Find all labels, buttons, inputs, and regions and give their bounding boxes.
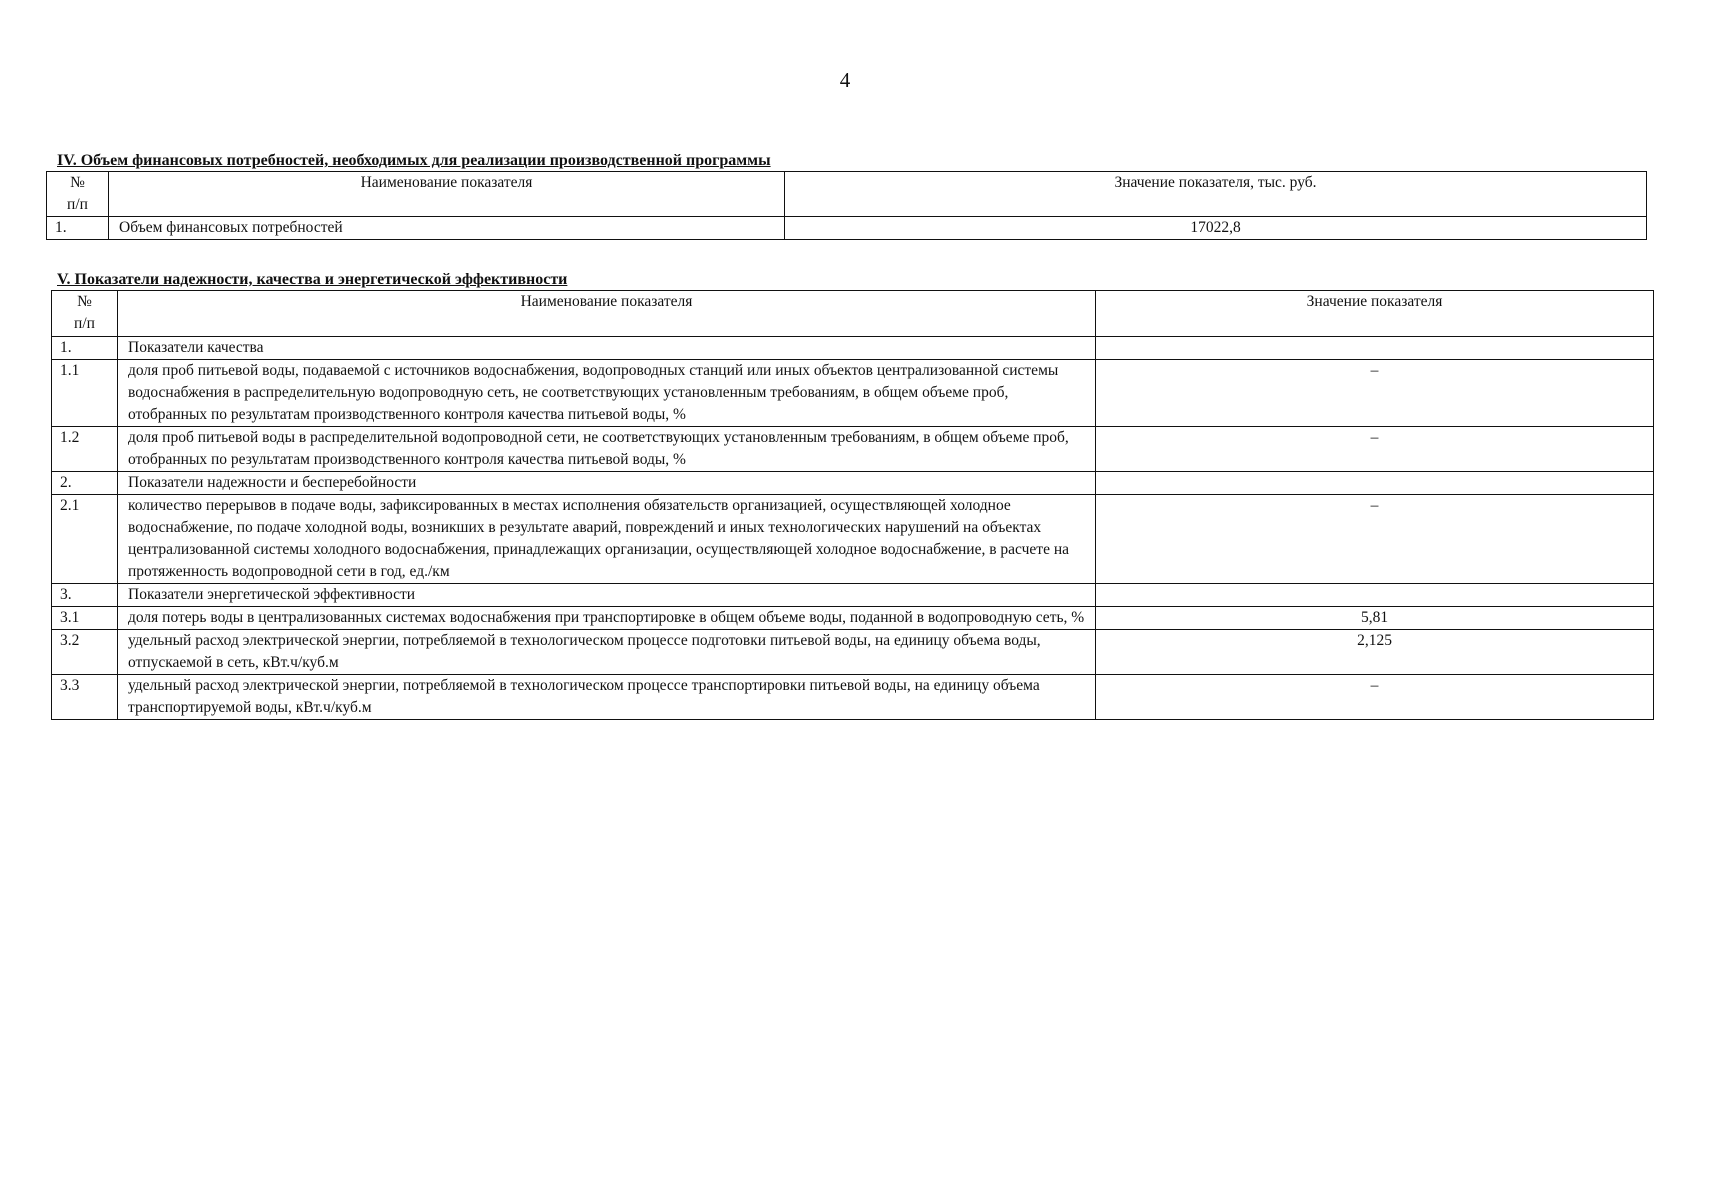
table-row: [52, 675, 1654, 720]
row-value: [1096, 337, 1654, 360]
table-row: [52, 495, 1654, 584]
header-value: Значение показателя, тыс. руб.: [785, 172, 1647, 217]
row-value: –: [1096, 360, 1654, 427]
row-num: 3.2: [52, 630, 118, 675]
row-value: –: [1096, 675, 1654, 720]
indicators-table: [51, 290, 1654, 720]
row-value: 17022,8: [785, 217, 1647, 240]
row-name: количество перерывов в подаче воды, зафиксированных в местах исполнения обязательств организацией, осуществляющей холодное водоснабжение, по подаче холодной воды, возникших в результате аварий, повреждений и иных технологических нарушений на объектах централизованной системы холодного водоснабжения, принадлежащих организации, осуществляющей холодное водоснабжение, в расчете на протяженность водопроводной сети в год, ед./км: [118, 495, 1096, 584]
row-name: Показатели качества: [118, 337, 1096, 360]
header-num-sub: п/п: [74, 315, 95, 332]
page-number: 4: [839, 68, 851, 92]
table-row: [47, 217, 1647, 240]
table-header-row: [52, 291, 1654, 337]
header-num-cell: [52, 291, 118, 337]
row-name: Объем финансовых потребностей: [109, 217, 785, 240]
financial-needs-table: [46, 171, 1647, 240]
row-value: 2,125: [1096, 630, 1654, 675]
row-num: 2.: [52, 472, 118, 495]
header-name: Наименование показателя: [118, 291, 1096, 337]
row-value: 5,81: [1096, 607, 1654, 630]
row-value: –: [1096, 427, 1654, 472]
row-num: 1.2: [52, 427, 118, 472]
row-num: 1.: [47, 217, 109, 240]
row-name: удельный расход электрической энергии, потребляемой в технологическом процессе транспортировки питьевой воды, на единицу объема транспортируемой воды, кВт.ч/куб.м: [118, 675, 1096, 720]
row-name: доля проб питьевой воды, подаваемой с источников водоснабжения, водопроводных станций или иных объектов централизованной системы водоснабжения в распределительную водопроводную сеть, не соответствующих установленным требованиям, в общем объеме проб, отобранных по результатам производственного контроля качества питьевой воды, %: [118, 360, 1096, 427]
row-num: 1.1: [52, 360, 118, 427]
table-row: [52, 472, 1654, 495]
row-name: Показатели надежности и бесперебойности: [118, 472, 1096, 495]
section-iv-title: IV. Объем финансовых потребностей, необходимых для реализации производственной программы: [57, 152, 771, 169]
table-header-row: [47, 172, 1647, 217]
row-value: [1096, 584, 1654, 607]
header-value: Значение показателя: [1096, 291, 1654, 337]
table-row: [52, 607, 1654, 630]
table-row: [52, 584, 1654, 607]
header-num: №: [70, 174, 85, 191]
row-num: 1.: [52, 337, 118, 360]
table-row: [52, 427, 1654, 472]
row-num: 3.1: [52, 607, 118, 630]
row-name: доля проб питьевой воды в распределительной водопроводной сети, не соответствующих установленным требованиям, в общем объеме проб, отобранных по результатам производственного контроля качества питьевой воды, %: [118, 427, 1096, 472]
row-name: Показатели энергетической эффективности: [118, 584, 1096, 607]
header-name: Наименование показателя: [109, 172, 785, 217]
row-name: удельный расход электрической энергии, потребляемой в технологическом процессе подготовки питьевой воды, на единицу объема воды, отпускаемой в сеть, кВт.ч/куб.м: [118, 630, 1096, 675]
header-num-sub: п/п: [67, 196, 88, 213]
table-row: [52, 360, 1654, 427]
header-num: №: [77, 293, 92, 310]
table-row: [52, 630, 1654, 675]
row-num: 3.3: [52, 675, 118, 720]
row-value: –: [1096, 495, 1654, 584]
table-row: [52, 337, 1654, 360]
row-name: доля потерь воды в централизованных системах водоснабжения при транспортировке в общем объеме воды, поданной в водопроводную сеть, %: [118, 607, 1096, 630]
row-value: [1096, 472, 1654, 495]
row-num: 3.: [52, 584, 118, 607]
section-v-title: V. Показатели надежности, качества и энергетической эффективности: [57, 271, 568, 288]
row-num: 2.1: [52, 495, 118, 584]
header-num-cell: [47, 172, 109, 217]
